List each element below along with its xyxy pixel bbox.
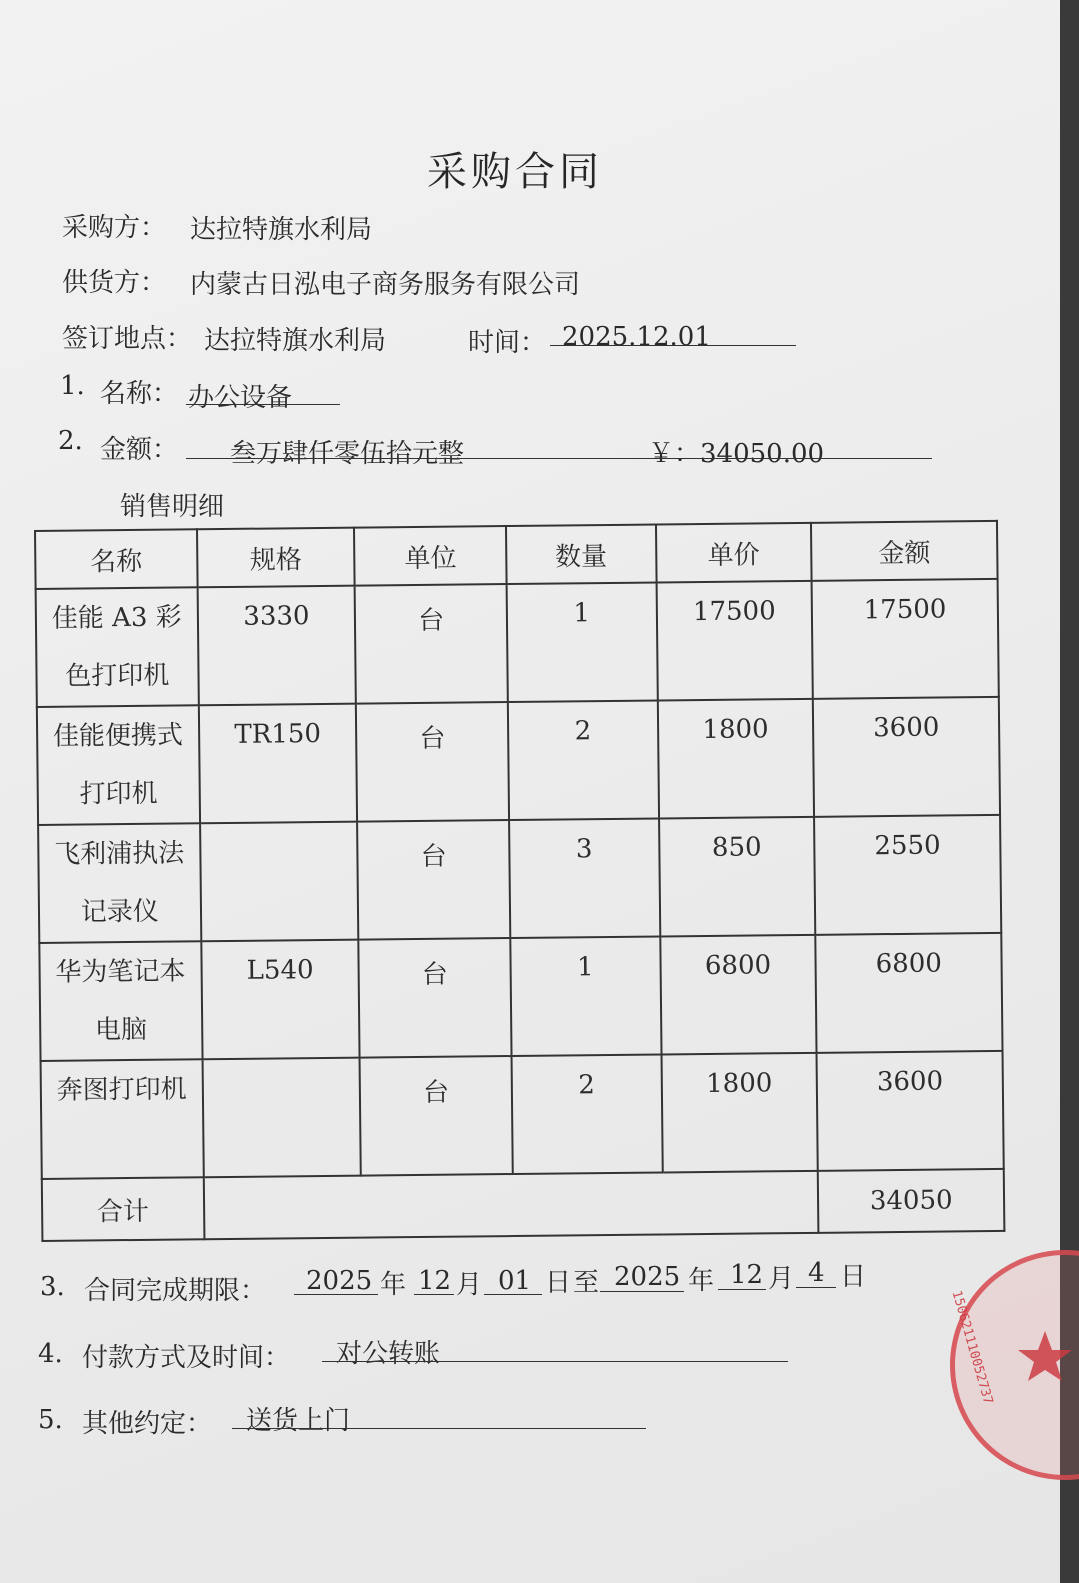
item5-number: 5. [38, 1405, 63, 1435]
row-name: 飞利浦执法记录仪 [38, 823, 201, 943]
contract-title: 采购合同 [427, 149, 603, 195]
sign-place-label: 签订地点： [62, 324, 193, 354]
sign-time-underline [550, 345, 796, 346]
seal-number: 150621110052737 [948, 1289, 996, 1406]
seal-star-icon [1015, 1327, 1075, 1387]
start-year-underline [294, 1294, 378, 1295]
table-row [41, 1051, 1004, 1179]
row-price: 6800 [660, 935, 817, 1055]
item4-number: 4. [38, 1339, 63, 1369]
start-month-char: 月 [456, 1270, 483, 1300]
item4-value: 对公转账 [336, 1339, 441, 1369]
item3-number: 3. [40, 1272, 65, 1302]
end-day-underline [796, 1287, 836, 1288]
row-qty: 1 [507, 582, 658, 702]
row-name: 奔图打印机 [41, 1059, 204, 1179]
row-amount: 6800 [816, 933, 1003, 1053]
total-empty [203, 1171, 818, 1239]
table-row [36, 579, 999, 707]
end-year: 2025 [614, 1262, 681, 1292]
item5-underline [232, 1428, 646, 1429]
row-price: 1800 [657, 699, 814, 819]
row-amount: 17500 [812, 579, 999, 699]
row-unit: 台 [357, 820, 510, 940]
item1-label: 名称： [100, 379, 179, 409]
start-day-underline [484, 1294, 542, 1295]
buyer-label: 采购方： [62, 213, 167, 243]
item1-underline [186, 404, 340, 405]
header-amount: 金额 [811, 521, 997, 581]
row-name: 佳能 A3 彩色打印机 [36, 587, 199, 707]
start-year-char: 年 [380, 1270, 407, 1300]
item2-value-num: ￥：34050.00 [648, 439, 825, 469]
row-spec: TR150 [198, 704, 357, 824]
row-price: 850 [659, 817, 816, 937]
row-amount: 3600 [813, 697, 1000, 817]
header-price: 单价 [656, 523, 812, 583]
end-day: 4 [808, 1258, 825, 1288]
row-spec: L540 [201, 940, 360, 1060]
item1-number: 1. [60, 371, 85, 401]
total-label: 合计 [42, 1177, 204, 1241]
table-row [38, 815, 1001, 943]
item2-underline [186, 458, 932, 459]
supplier-label: 供货方： [62, 268, 167, 298]
row-qty: 2 [512, 1054, 663, 1174]
header-unit: 单位 [354, 526, 506, 586]
sign-place-value: 达拉特旗水利局 [204, 326, 387, 356]
sign-time-value: 2025.12.01 [562, 322, 711, 352]
end-day-char: 日 [840, 1262, 867, 1292]
item4-label: 付款方式及时间： [82, 1343, 291, 1373]
end-month: 12 [730, 1260, 764, 1290]
detail-title: 销售明细 [120, 492, 225, 522]
row-amount: 2550 [814, 815, 1001, 935]
table-row [39, 933, 1002, 1061]
end-year-char: 年 [688, 1266, 715, 1296]
row-name: 佳能便携式打印机 [37, 705, 200, 825]
table-row [37, 697, 1000, 825]
start-month: 12 [418, 1266, 452, 1296]
start-month-underline [414, 1294, 454, 1295]
row-spec [200, 822, 359, 942]
buyer-value: 达拉特旗水利局 [190, 215, 373, 245]
end-month-char: 月 [768, 1264, 795, 1294]
table-total-row [42, 1169, 1005, 1241]
header-name: 名称 [35, 529, 197, 589]
end-year-underline [600, 1291, 684, 1292]
start-day: 01 [498, 1266, 532, 1296]
company-seal [950, 1250, 1079, 1480]
start-year: 2025 [306, 1266, 373, 1296]
supplier-value: 内蒙古日泓电子商务服务有限公司 [190, 270, 581, 300]
start-day-char: 日 [545, 1268, 572, 1298]
item1-value: 办公设备 [188, 383, 293, 413]
to-char: 至 [573, 1268, 600, 1298]
item2-number: 2. [58, 426, 83, 456]
row-name: 华为笔记本电脑 [39, 941, 202, 1061]
row-price: 1800 [661, 1053, 818, 1173]
row-unit: 台 [359, 938, 512, 1058]
row-spec [202, 1058, 361, 1178]
item5-value: 送货上门 [246, 1406, 351, 1436]
item4-underline [322, 1361, 788, 1362]
sign-time-label: 时间： [468, 328, 547, 358]
row-price: 17500 [656, 581, 813, 701]
sales-detail-table [34, 520, 1005, 1242]
row-spec: 3330 [197, 586, 356, 706]
row-amount: 3600 [817, 1051, 1004, 1171]
row-qty: 1 [510, 936, 661, 1056]
row-unit: 台 [355, 584, 508, 704]
header-spec: 规格 [197, 528, 355, 588]
item2-value-cn: 叁万肆仟零伍拾元整 [230, 439, 465, 469]
item5-label: 其他约定： [82, 1409, 213, 1439]
item3-label: 合同完成期限： [84, 1276, 267, 1306]
end-month-underline [718, 1289, 766, 1290]
item2-label: 金额： [100, 435, 179, 465]
row-unit: 台 [356, 702, 509, 822]
row-qty: 3 [509, 818, 660, 938]
header-qty: 数量 [506, 524, 656, 584]
table-header-row [35, 521, 998, 589]
row-qty: 2 [508, 700, 659, 820]
row-unit: 台 [360, 1056, 513, 1176]
total-value: 34050 [818, 1169, 1004, 1233]
